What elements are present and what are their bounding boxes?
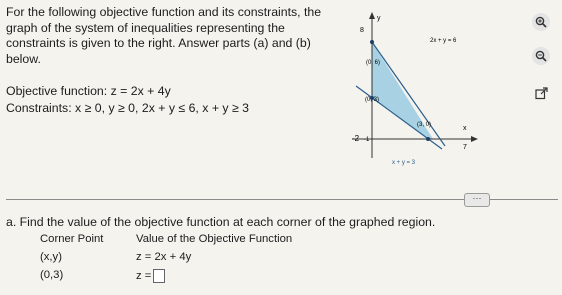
popout-icon[interactable] [532, 84, 550, 102]
more-button[interactable]: ··· [464, 193, 490, 207]
objective-label: Objective function: [6, 84, 108, 98]
value-prefix: z = [136, 269, 152, 282]
point-label-0-3: (0, 3) [365, 97, 380, 103]
x-axis-arrow [471, 136, 478, 142]
x-tick-negative-2: -2 [352, 134, 360, 143]
corner-point-value: (0,3) [40, 269, 64, 281]
subheader-point: (x,y) [40, 251, 62, 263]
point-label-0-6: (0, 6) [366, 60, 381, 66]
problem-line: below. [6, 51, 41, 66]
problem-statement [6, 5, 326, 67]
answer-input[interactable] [153, 269, 165, 283]
question-a: a. Find the value of the objective function at each corner of the graphed region. [6, 215, 436, 229]
subheader-formula: z = 2x + 4y [136, 251, 192, 263]
x-axis-label: x [463, 125, 467, 132]
constraints-label: Constraints: [6, 101, 72, 115]
line2-label: x + y = 3 [392, 160, 416, 166]
line1-label: 2x + y = 6 [430, 38, 457, 44]
objective-expr: z = 2x + 4y [110, 84, 171, 98]
objective-function [6, 84, 171, 98]
zoom-in-icon[interactable] [532, 13, 550, 31]
problem-line: graph of the system of inequalities representing the [6, 20, 285, 35]
point-0-6 [370, 40, 374, 44]
header-corner-point: Corner Point [40, 233, 104, 245]
x-tick-positive: 7 [463, 144, 467, 151]
zoom-out-icon[interactable] [532, 47, 550, 65]
objective-value-cell [136, 269, 356, 283]
feasible-region-graph [338, 8, 488, 183]
point-3-0 [426, 137, 430, 141]
y-axis-label: y [377, 15, 381, 22]
y-axis-arrow [369, 12, 375, 19]
constraints-expr: x ≥ 0, y ≥ 0, 2x + y ≤ 6, x + y ≥ 3 [75, 101, 249, 115]
table-subheader-row [40, 251, 340, 267]
y-tick-label: 8 [360, 27, 364, 34]
x-tick-negative-1: -1 [364, 137, 370, 143]
problem-line: For the following objective function and its constraints, the [6, 5, 322, 19]
problem-line: constraints is given to the right. Answer parts (a) and (b) [6, 36, 311, 50]
table-row [40, 269, 340, 285]
header-objective-value: Value of the Objective Function [136, 233, 293, 245]
table-header-row [40, 233, 340, 249]
constraints [6, 101, 249, 115]
point-label-3-0: (3, 0) [417, 122, 432, 128]
